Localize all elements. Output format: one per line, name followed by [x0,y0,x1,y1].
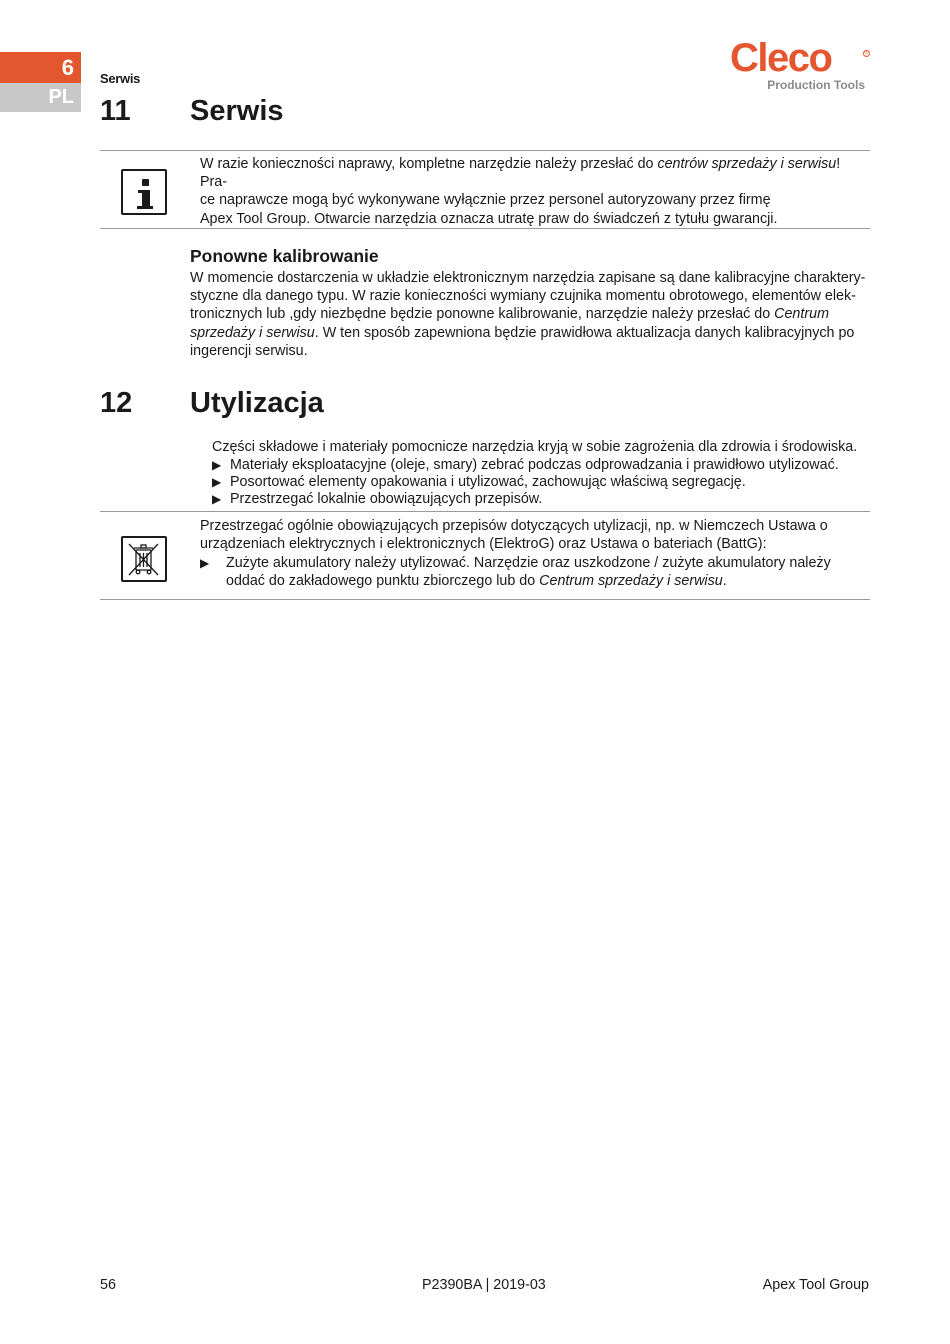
section-11-number: 11 [100,95,131,127]
notice-line: Apex Tool Group. Otwarcie narzędzia oznacza utratę praw do świadczeń z tytułu gwarancji. [200,210,778,227]
section-11-title: Serwis [190,95,284,127]
divider [100,150,870,151]
divider [100,599,870,600]
divider [100,228,870,229]
service-notice [200,155,870,228]
chapter-tab: 6 [0,52,81,83]
divider [100,511,870,512]
company-name: Apex Tool Group [762,1277,869,1293]
crossed-bin-icon [121,536,167,582]
disposal-intro: Części składowe i materiały pomocnicze narzędzia kryją w sobie zagrożenia dla zdrowia i środowiska. [212,439,858,455]
page-number: 56 [100,1277,116,1293]
info-icon [121,169,167,215]
running-header: Serwis [100,71,141,86]
list-item: ▶ Posortować elementy opakowania i utylizować, zachowując właściwą segregację. [212,474,746,490]
weee-notice: Przestrzegać ogólnie obowiązujących przepisów dotyczących utylizacji, np. w Niemczech Ustawa o urządzeniach elektrycznych i elektronicznych (ElektroG) oraz Ustawa o bateriach (BattG): [200,518,828,553]
recalibration-heading: Ponowne kalibrowanie [190,246,379,266]
section-12-title: Utylizacja [190,387,324,419]
section-12-number: 12 [100,387,133,419]
logo-tagline: Production Tools [767,78,865,92]
registered-mark: ® [864,50,869,56]
document-id: P2390BA | 2019-03 [422,1277,546,1293]
cleco-logo [730,36,870,94]
list-item: ▶ Przestrzegać lokalnie obowiązujących przepisów. [212,491,543,507]
weee-bullet: ▶ Zużyte akumulatory należy utylizować. Narzędzie oraz uszkodzone / zużyte akumulatory należy oddać do zakładowego punktu zbiorczego lub do Centrum sprzedaży i serwisu. [200,555,831,589]
notice-line: ce naprawcze mogą być wykonywane wyłącznie przez personel autoryzowany przez firmę [200,192,771,209]
notice-line: W razie konieczności naprawy, kompletne narzędzie należy przesłać do centrów sprzedaży i serwisu! Pra- [200,156,841,191]
logo-wordmark: Cleco [730,36,832,80]
list-item: ▶ Materiały eksploatacyjne (oleje, smary) zebrać podczas odprowadzania i prawidłowo utylizować. [212,457,839,473]
language-tab: PL [0,83,81,112]
recalibration-paragraph: W momencie dostarczenia w układzie elektronicznym narzędzia zapisane są dane kalibracyjne charaktery- styczne dla danego typu. W razie konieczności wymiany czujnika momentu obrotowego, elementów elek- tronicznych lub ,gdy niezbędne będzie ponowne kalibrowanie, narzędzie należy przesłać do Centrum sprzedaży i serwisu. W ten sposób zapewniona będzie prawidłowa aktualizacja danych kalibracyjnych po ingerencji serwisu. [190,270,866,359]
